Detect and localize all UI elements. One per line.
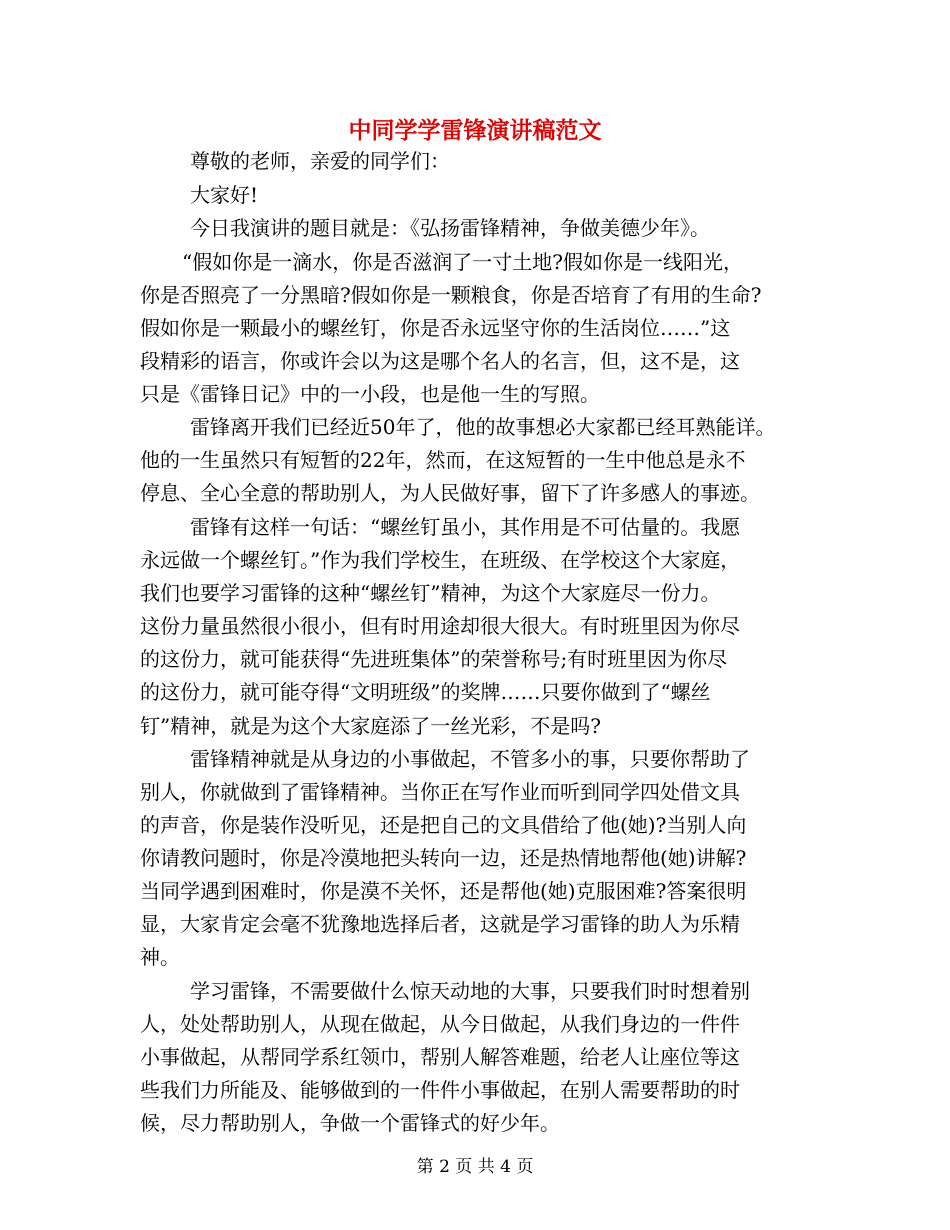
text-line: 雷锋离开我们已经近50年了，他的故事想必大家都已经耳熟能详。 bbox=[190, 415, 776, 439]
text-line: “假如你是一滴水，你是否滋润了一寸土地?假如你是一线阳光， bbox=[182, 250, 743, 274]
text-line: 显，大家肯定会毫不犹豫地选择后者，这就是学习雷锋的助人为乐精 bbox=[140, 912, 740, 936]
text-line: 的声音，你是装作没听见，还是把自己的文具借给了他(她)?当别人向 bbox=[140, 813, 747, 837]
text-line: 钉”精神，就是为这个大家庭添了一丝光彩，不是吗? bbox=[140, 714, 601, 738]
text-line: 别人，你就做到了雷锋精神。当你正在写作业而听到同学四处借文具 bbox=[140, 780, 740, 804]
text-line: 尊敬的老师，亲爱的同学们： bbox=[190, 149, 450, 173]
text-line: 当同学遇到困难时，你是漠不关怀，还是帮他(她)克服困难?答案很明 bbox=[140, 879, 747, 903]
text-line: 今日我演讲的题目就是：《弘扬雷锋精神，争做美德少年》。 bbox=[190, 216, 710, 240]
text-line: 你是否照亮了一分黑暗?假如你是一颗粮食，你是否培育了有用的生命? bbox=[140, 283, 762, 307]
text-line: 这份力量虽然很小很小，但有时用途却很大很大。有时班里因为你尽 bbox=[140, 614, 740, 638]
text-line: 小事做起，从帮同学系红领巾，帮别人解答难题，给老人让座位等这 bbox=[140, 1045, 740, 1069]
text-line: 假如你是一颗最小的螺丝钉，你是否永远坚守你的生活岗位……”这 bbox=[140, 316, 731, 340]
text-line: 我们也要学习雷锋的这种“螺丝钉”精神，为这个大家庭尽一份力。 bbox=[140, 581, 721, 605]
text-line: 大家好! bbox=[190, 183, 259, 207]
text-line: 段精彩的语言，你或许会以为这是哪个名人的名言，但，这不是，这 bbox=[140, 349, 740, 373]
text-line: 永远做一个螺丝钉。”作为我们学校生，在班级、在学校这个大家庭， bbox=[140, 548, 741, 572]
text-line: 只是《雷锋日记》中的一小段，也是他一生的写照。 bbox=[140, 382, 600, 406]
text-line: 他的一生虽然只有短暂的22年，然而，在这短暂的一生中他总是永不 bbox=[140, 448, 746, 472]
text-line: 学习雷锋，不需要做什么惊天动地的大事，只要我们时时想着别 bbox=[190, 979, 750, 1003]
text-line: 停息、全心全意的帮助别人，为人民做好事，留下了许多感人的事迹。 bbox=[140, 481, 760, 505]
text-line: 人，处处帮助别人，从现在做起，从今日做起，从我们身边的一件件 bbox=[140, 1012, 740, 1036]
text-line: 的这份力，就可能夺得“文明班级”的奖牌……只要你做到了“螺丝 bbox=[140, 680, 711, 704]
text-line: 你请教问题时，你是冷漠地把头转向一边，还是热情地帮他(她)讲解? bbox=[140, 846, 747, 870]
text-line: 雷锋精神就是从身边的小事做起，不管多小的事，只要你帮助了 bbox=[190, 747, 750, 771]
text-line: 候，尽力帮助别人，争做一个雷锋式的好少年。 bbox=[140, 1111, 560, 1135]
page-number: 第 2 页 共 4 页 bbox=[416, 1157, 534, 1177]
text-line: 些我们力所能及、能够做到的一件件小事做起，在别人需要帮助的时 bbox=[140, 1078, 740, 1102]
text-line: 的这份力，就可能获得“先进班集体”的荣誉称号;有时班里因为你尽 bbox=[140, 647, 728, 671]
document-title: 中同学学雷锋演讲稿范文 bbox=[348, 117, 602, 144]
text-line: 神。 bbox=[140, 945, 180, 969]
text-line: 雷锋有这样一句话：“螺丝钉虽小，其作用是不可估量的。我愿 bbox=[190, 515, 741, 539]
